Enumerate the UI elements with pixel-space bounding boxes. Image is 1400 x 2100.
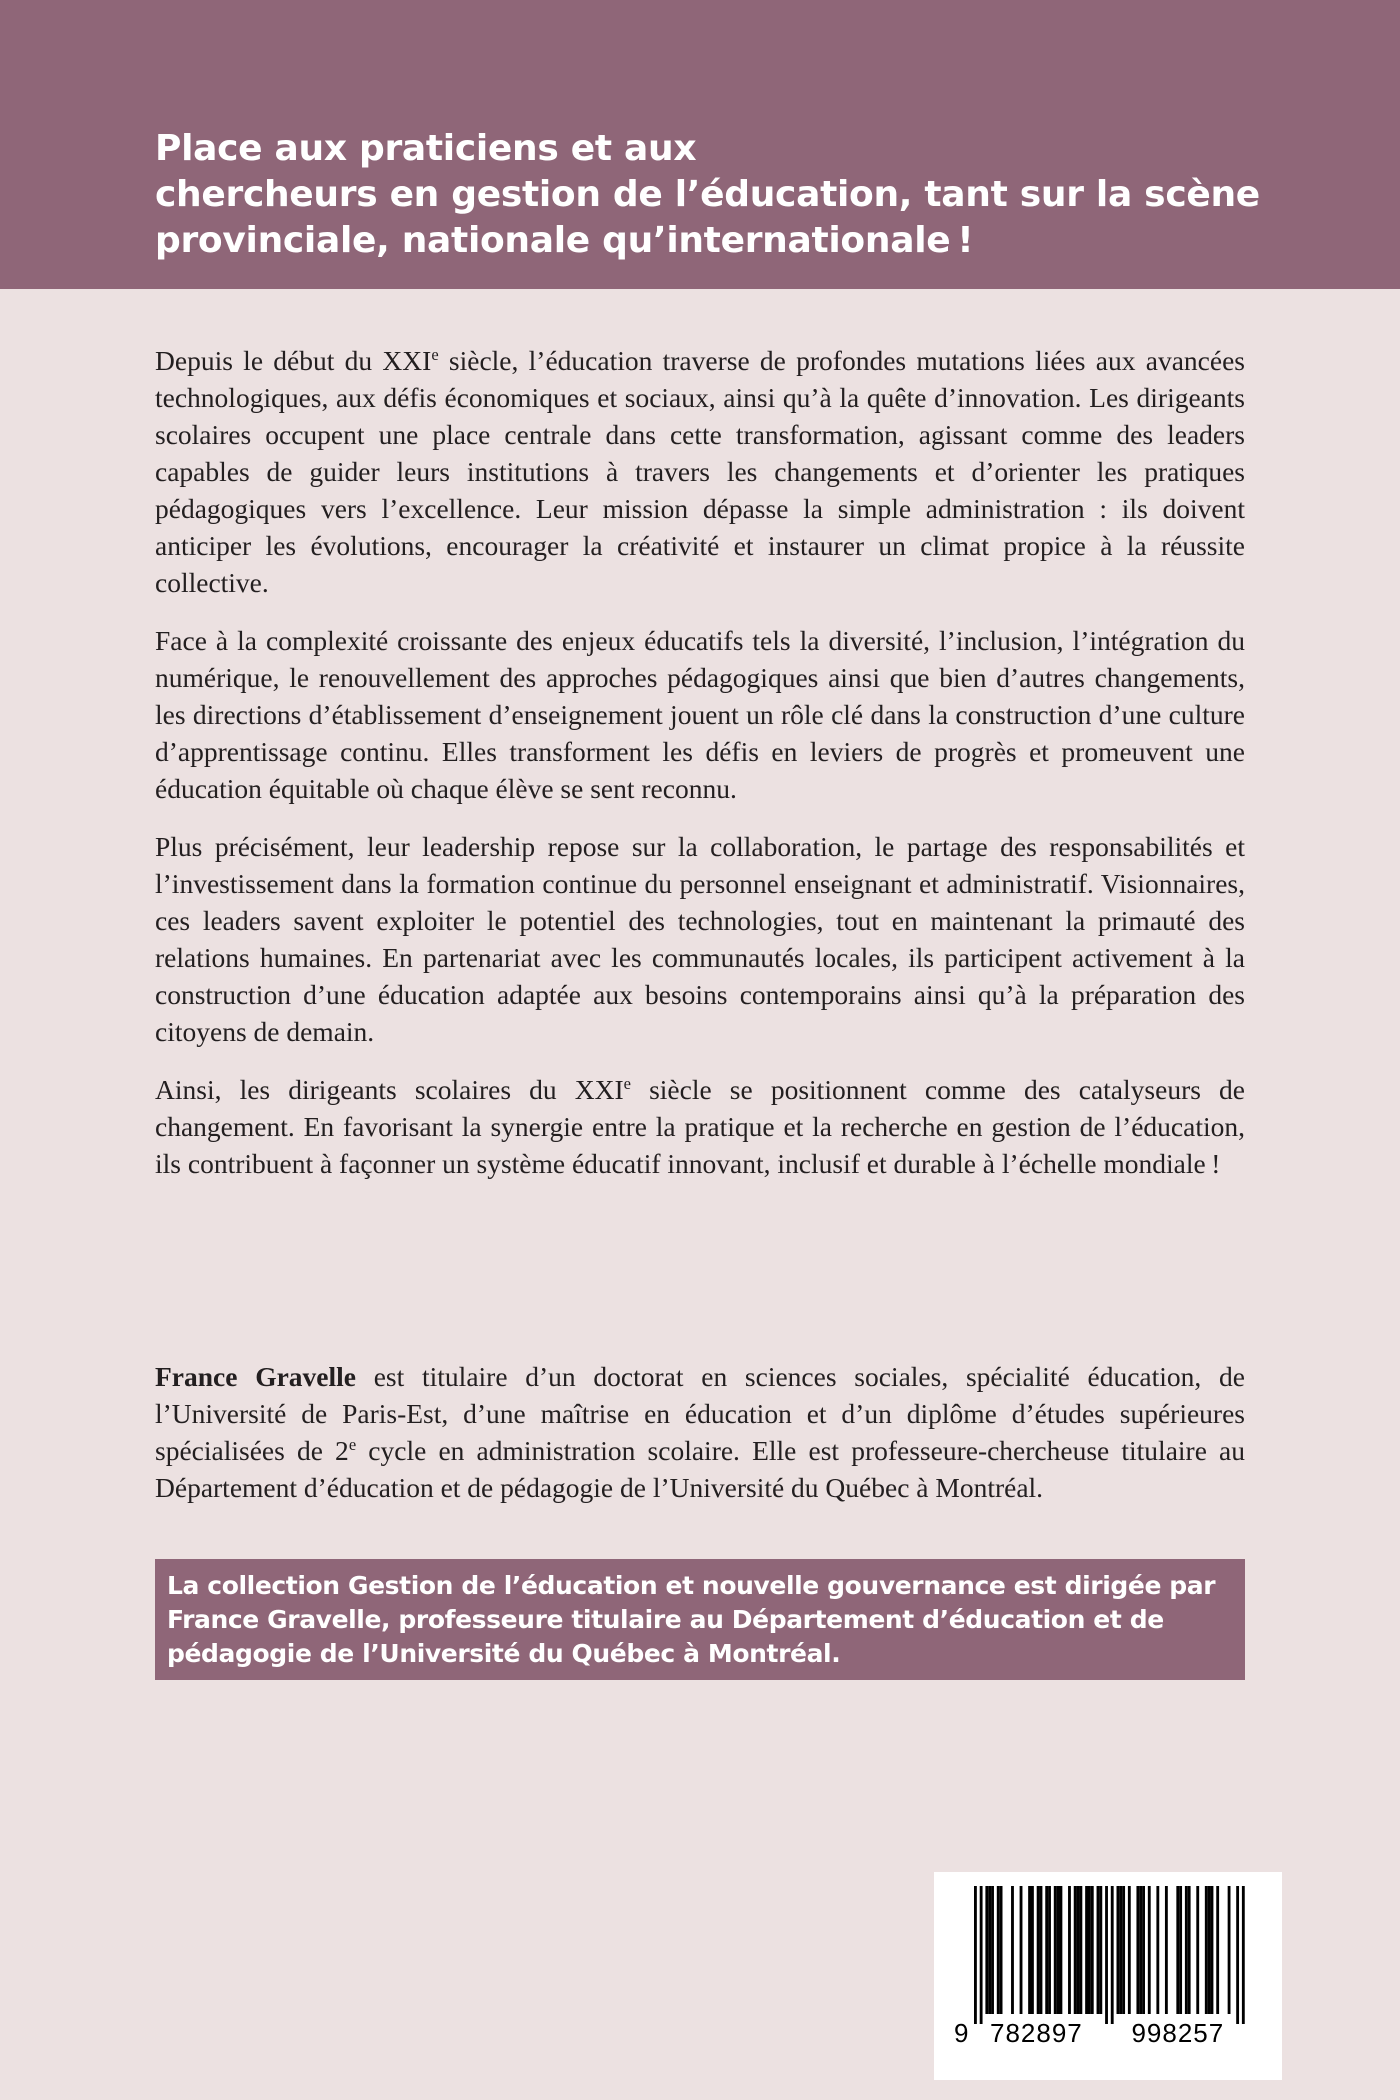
barcode-bar (1196, 1886, 1199, 2014)
barcode-bar (1054, 1886, 1057, 2014)
paragraph-4 (155, 1071, 1245, 1182)
p1-superscript: e (431, 344, 439, 364)
barcode-bar (985, 1886, 988, 2014)
isbn-barcode (934, 1872, 1282, 2080)
headline (155, 126, 1285, 264)
barcode-bar (1208, 1886, 1211, 2014)
barcode-bar (1085, 1886, 1088, 2014)
barcode-bar (1097, 1886, 1100, 2014)
barcode-bar (1117, 1886, 1120, 2014)
description-text (155, 342, 1245, 1203)
p1-rest: siècle, l’éducation traverse de profondes mutations liées aux avancées technologiques, aux défis économiques et sociaux, ainsi qu’à la quête d’innovation. Les dirigeants scolaires occupent une place centrale dans cette transformation, agissant comme des leaders capables de guider leurs institutions à travers les changements et d’orienter les pratiques pédagogiques vers l’excellence. Leur mission dépasse la simple administration : ils doivent anticiper les évolutions, encourager la créativité et instaurer un climat propice à la réussite collective. (155, 345, 1245, 598)
p4-rest: siècle se positionnent comme des catalyseurs de changement. En favorisant la synergie entre la pratique et la recherche en gestion de l’éducation, ils contribuent à façonner un système éducatif innovant, inclusif et durable à l’échelle mondiale ! (155, 1074, 1245, 1179)
barcode-bar (1060, 1886, 1063, 2014)
collection-note: La collection Gestion de l’éducation et nouvelle gouvernance est dirigée par France Gravelle, professeure titulaire au Département d’éducation et de pédagogie de l’Université du Québec à Montréal. (167, 1571, 1216, 1668)
barcode-right-group: 998257 (1131, 2018, 1225, 2048)
barcode-guard-bar (1111, 1886, 1114, 2024)
barcode-bar (1128, 1886, 1131, 2014)
barcode-bar (1020, 1886, 1023, 2014)
barcode-bar (1211, 1886, 1214, 2014)
barcode-bar (1048, 1886, 1051, 2014)
author-bio-part2: cycle en administration scolaire. Elle est professeure-chercheuse titulaire au Département d’éducation et de pédagogie de l’Université du Québec à Montréal. (155, 1435, 1246, 1503)
barcode-bar (1156, 1886, 1159, 2014)
barcode-guard-bar (974, 1886, 977, 2024)
barcode-bar (1179, 1886, 1182, 2014)
barcode-bar (1077, 1886, 1080, 2014)
barcode-bar (1040, 1886, 1043, 2014)
author-bio (155, 1358, 1245, 1506)
author-name: France Gravelle (155, 1361, 356, 1392)
p4-start: Ainsi, les dirigeants scolaires du XXI (155, 1074, 624, 1105)
barcode-bar (988, 1886, 991, 2014)
headline-line-2: chercheurs en gestion de l’éducation, tant sur la scène (155, 174, 1260, 215)
barcode-left-group: 782897 (990, 2018, 1083, 2048)
barcode-guard-bar (1236, 1886, 1239, 2024)
barcode-bar (1099, 1886, 1102, 2014)
barcode-bar (1091, 1886, 1094, 2014)
barcode-bar (1148, 1886, 1151, 2014)
barcode-bar (1188, 1886, 1191, 2014)
barcode-guard-bar (980, 1886, 983, 2024)
barcode-bar (1037, 1886, 1040, 2014)
barcode-bar (1057, 1886, 1060, 2014)
barcode-bar (1028, 1886, 1031, 2014)
barcode-bar (1228, 1886, 1231, 2014)
paragraph-1 (155, 342, 1245, 601)
collection-note-box (155, 1559, 1245, 1680)
author-bio-part1: est titulaire d’un doctorat en sciences sociales, spécialité éducation, de l’Université de Paris-Est, d’une maîtrise en éducation et d’un diplôme d’études supérieures spécialisées de 2 (155, 1361, 1245, 1466)
barcode-bar (1142, 1886, 1145, 2014)
barcode-bar (1139, 1886, 1142, 2014)
p4-superscript: e (623, 1073, 631, 1093)
barcode-bar (991, 1886, 994, 2014)
barcode-bar (1079, 1886, 1082, 2014)
paragraph-2: Face à la complexité croissante des enjeux éducatifs tels la diversité, l’inclusion, l’intégration du numérique, le renouvellement des approches pédagogiques ainsi que bien d’autres changements, les directions d’établissement d’enseignement jouent un rôle clé dans la construction d’une culture d’apprentissage continu. Elles transforment les défis en leviers de progrès et promeuvent une éducation équitable où chaque élève se sent reconnu. (155, 625, 1245, 804)
barcode-bar (1136, 1886, 1139, 2014)
barcode-bar (1165, 1886, 1168, 2014)
author-bio-superscript: e (348, 1434, 357, 1454)
barcode-guard-bar (1105, 1886, 1108, 2024)
barcode-bar (1088, 1886, 1091, 2014)
barcode-bar (1011, 1886, 1014, 2014)
headline-line-1: Place aux praticiens et aux (155, 128, 697, 169)
barcode-bar (1119, 1886, 1122, 2014)
p1-start: Depuis le début du XXI (155, 345, 432, 376)
barcode-bar (1205, 1886, 1208, 2014)
paragraph-3: Plus précisément, leur leadership repose sur la collaboration, le partage des responsabilités et l’investissement dans la formation continue du personnel enseignant et administratif. Visionnaires, ces leaders savent exploiter le potentiel des technologies, tout en maintenant la primauté des relations humaines. En partenariat avec les communautés locales, ils participent activement à la construction d’une éducation adaptée aux besoins contemporains ainsi qu’à la préparation des citoyens de demain. (155, 831, 1245, 1047)
barcode-bar (1185, 1886, 1188, 2014)
barcode-bar (1216, 1886, 1219, 2014)
barcode-bar (997, 1886, 1000, 2014)
barcode-bar (1176, 1886, 1179, 2014)
barcode-guard-bar (1242, 1886, 1245, 2024)
barcode-first-digit: 9 (954, 2018, 970, 2048)
header-band (0, 0, 1400, 289)
barcode-bar (1122, 1886, 1125, 2014)
barcode-bar (1045, 1886, 1048, 2014)
barcode-bar (1031, 1886, 1034, 2014)
headline-line-3: provinciale, nationale qu’internationale ! (155, 220, 974, 261)
barcode-bar (1068, 1886, 1071, 2014)
barcode-bar (1074, 1886, 1077, 2014)
barcode-bar (1000, 1886, 1003, 2014)
